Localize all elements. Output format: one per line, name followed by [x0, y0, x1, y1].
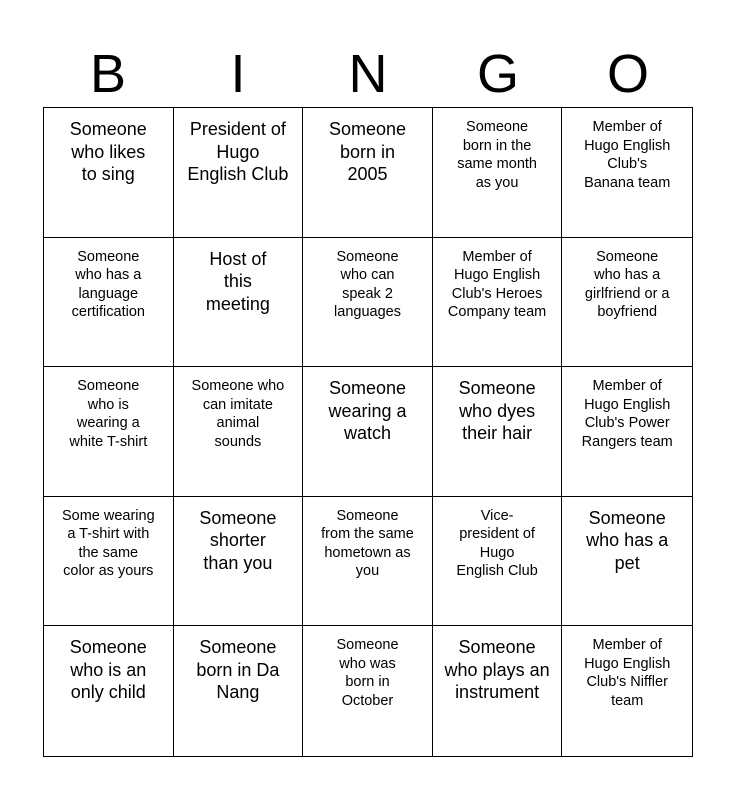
bingo-cell-text: President of Hugo English Club	[187, 119, 289, 184]
bingo-cell-text: Someone who was born in October	[336, 637, 399, 709]
bingo-cell[interactable]	[562, 108, 692, 238]
bingo-cell[interactable]	[174, 108, 304, 238]
bingo-cell-text: Someone who likes to sing	[69, 119, 147, 184]
bingo-cell[interactable]	[174, 238, 304, 368]
bingo-cell-text: Someone who dyes their hair	[458, 378, 536, 444]
header-letter-i: I	[230, 44, 246, 104]
bingo-cell[interactable]	[433, 626, 563, 756]
bingo-cell[interactable]	[303, 367, 433, 497]
bingo-cell[interactable]	[303, 626, 433, 756]
header-letter-n: N	[348, 44, 388, 104]
bingo-cell[interactable]	[562, 626, 692, 756]
bingo-cell[interactable]	[562, 238, 692, 368]
bingo-board	[43, 107, 693, 757]
bingo-cell[interactable]	[433, 497, 563, 627]
bingo-cell[interactable]	[562, 367, 692, 497]
bingo-cell[interactable]	[433, 108, 563, 238]
bingo-cell-text: Host of this meeting	[205, 248, 270, 314]
bingo-cell[interactable]	[44, 238, 174, 368]
bingo-cell-text: Member of Hugo English Club's Power Rangers team	[581, 378, 673, 450]
header-letter-o: O	[606, 44, 649, 104]
bingo-cell[interactable]	[44, 108, 174, 238]
bingo-cell-text: Someone who is an only child	[69, 637, 147, 703]
bingo-cell-text: Member of Hugo English Club's Heroes Company team	[447, 248, 547, 321]
bingo-cell-text: Someone who can imitate animal sounds	[191, 378, 285, 450]
bingo-cell[interactable]	[562, 497, 692, 627]
bingo-cell-text: Someone shorter than you	[199, 507, 277, 573]
bingo-cell-text: Some wearing a T-shirt with the same color as yours	[61, 507, 155, 580]
bingo-cell[interactable]	[174, 367, 304, 497]
bingo-cell-text: Member of Hugo English Club's Banana team	[584, 119, 671, 191]
bingo-cell[interactable]	[44, 626, 174, 756]
bingo-cell-text: Vice- president of Hugo English Club	[456, 507, 538, 580]
bingo-cell[interactable]	[303, 238, 433, 368]
bingo-cell-text: Someone born in Da Nang	[196, 637, 280, 703]
header-letter-g: G	[476, 44, 519, 104]
bingo-header	[43, 40, 693, 108]
bingo-cell[interactable]	[44, 497, 174, 627]
bingo-cell-text: Someone who has a girlfriend or a boyfriend	[584, 248, 670, 321]
bingo-cell[interactable]	[44, 367, 174, 497]
bingo-cell-text: Member of Hugo English Club's Niffler team	[584, 637, 671, 709]
bingo-cell-text: Someone who plays an instrument	[444, 637, 550, 703]
bingo-cell-text: Someone born in 2005	[328, 119, 407, 184]
header-letter-b: B	[89, 44, 127, 104]
bingo-cell-text: Someone wearing a watch	[328, 378, 407, 444]
bingo-cell[interactable]	[433, 367, 563, 497]
bingo-cell-text: Someone who is wearing a white T-shirt	[69, 378, 148, 450]
bingo-cell[interactable]	[303, 497, 433, 627]
bingo-cell-text: Someone from the same hometown as you	[321, 507, 414, 580]
bingo-cell[interactable]	[433, 238, 563, 368]
bingo-cell-text: Someone who has a pet	[586, 507, 669, 573]
bingo-cell[interactable]	[303, 108, 433, 238]
bingo-cell[interactable]	[174, 626, 304, 756]
bingo-cell-text: Someone who can speak 2 languages	[334, 248, 401, 321]
bingo-cell-text: Someone who has a language certification	[71, 248, 145, 321]
bingo-cell-text: Someone born in the same month as you	[457, 119, 537, 191]
bingo-cell[interactable]	[174, 497, 304, 627]
